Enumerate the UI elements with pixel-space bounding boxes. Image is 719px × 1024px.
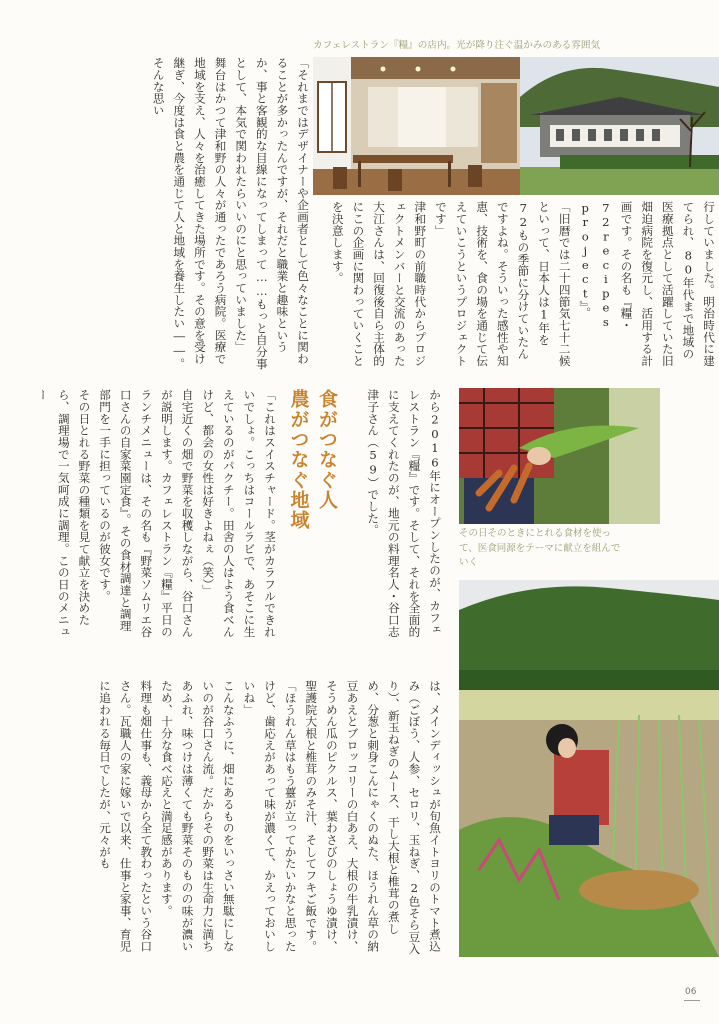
old-hospital-exterior-photo	[520, 57, 719, 195]
page-number-rule	[684, 1000, 700, 1001]
restaurant-interior-photo	[313, 57, 520, 195]
headline-line-1: 食がつなぐ人	[316, 389, 338, 510]
carrot-harvest-photo	[459, 388, 660, 524]
paragraph: 「それまではデザイナーや企画者として色々なことに関わることが多かったんですが、それだと職業と趣味というか、事と客観的な目線になってしまって……もっと自分事として、本気で関われたらいいのにと思っていました」	[234, 57, 310, 370]
paragraph: 料理も畑仕事も、義母から全て教わったという谷口さん。瓦職人の家に嫁いで以来、仕事と家事、育児に追われる毎日でしたが、元々がも	[98, 680, 154, 953]
article-block-middle-right	[345, 389, 445, 639]
section-headline	[284, 389, 341, 589]
paragraph: 自宅近くの畑で野菜を収穫しながら、谷口さんが説明します。カフェレストラン『糧』平日のランチメニューは、その名も『野菜ソムリエ谷口さんの自家菜園定食』。その食材調達と調理部門を一手に担っているのが彼女です。	[98, 389, 195, 638]
paragraph: 「ほうれん草はもう薹が立ってかたいかなと思ったけど、歯応えがあって味が濃くて、かえっておいしいね」	[242, 680, 298, 953]
article-block-middle-left	[35, 389, 280, 639]
article-block-top-right	[313, 201, 719, 371]
paragraph: は、メインディッシュが旬魚イトヨリのトマト煮込み（ごぼう、人参、セロリ、玉ねぎ、2色そら豆入り）、新玉ねぎのムース、干し大根と椎茸の煮しめ、分葱と刺身こんにゃくのぬた、ほうれん草の納豆あえとブロッコリーの白あえ、大根の牛乳漬け、そうめん瓜のピクルス、葉わさびのしょうゆ漬け、聖護院大根と椎茸のみそ汁、そしてフキご飯です。	[304, 680, 442, 955]
paragraph: から2016年にオープンしたのが、カフェレストラン『糧』です。そして、それを全面的に支えてくれたのが、地元の料理名人・谷口志津子さん（59）でした。	[366, 389, 442, 638]
paragraph: 「旧暦では二十四節気七十二候といって、日本人は1年を72もの季節に分けていたんですよね。そういった感性や知恵、技術を、食の場を通じて伝えていこうというプロジェクトです」	[433, 201, 572, 367]
page-number: 06	[685, 987, 697, 997]
article-block-bottom	[35, 680, 445, 956]
paragraph: 「これはスイスチャード。茎がカラフルできれいでしょ。こっちはコールラビで、あそこに生えているのがパクチー。田舎の人はよう食べんけど、都会の女性は好きよねぇ（笑）」	[201, 389, 277, 638]
paragraph: その日とれる野菜の種類を見て献立を決めたら、調理場で一気呵成に調理。この日のメニュー	[36, 389, 92, 638]
article-block-top-left	[35, 57, 313, 371]
paragraph: 行していました。明治時代に建てられ、80年代まで地域の医療拠点として活躍していた旧畑迫病院を復元し、活用する計画です。その名も『糧・72recipes project』。	[578, 201, 716, 367]
paragraph: 舞台はかつて津和野の人々が通ったであろう病院。医療で地域を支え、人々を治癒してきた場所です。その意を受け継ぎ、今度は食と農を通じて人と地域を養生したい――。そんな思い	[151, 57, 228, 370]
paragraph: 津和野町の前職時代からプロジェクトメンバーと交流のあった大江さんは、回復後自ら主体的にこの企画に関わっていくことを決意します。	[330, 201, 428, 367]
field-harvest-photo	[459, 580, 719, 957]
headline-line-2: 農がつなぐ地域	[287, 389, 310, 530]
restaurant-caption: カフェレストラン『糧』の店内。光が降り注ぐ温かみのある雰囲気	[313, 40, 601, 51]
paragraph: こんなふうに、畑にあるものをいっさい無駄にしないのが谷口さん流。だからその野菜は生命力に満ちあふれ、味つけは薄くても野菜そのものの味が濃いため、十分な食べ応えと満足感があります。	[159, 680, 236, 953]
carrot-caption: その日そのときにとれる食材を使って、医食同源をテーマに献立を組んでいく	[459, 528, 621, 569]
